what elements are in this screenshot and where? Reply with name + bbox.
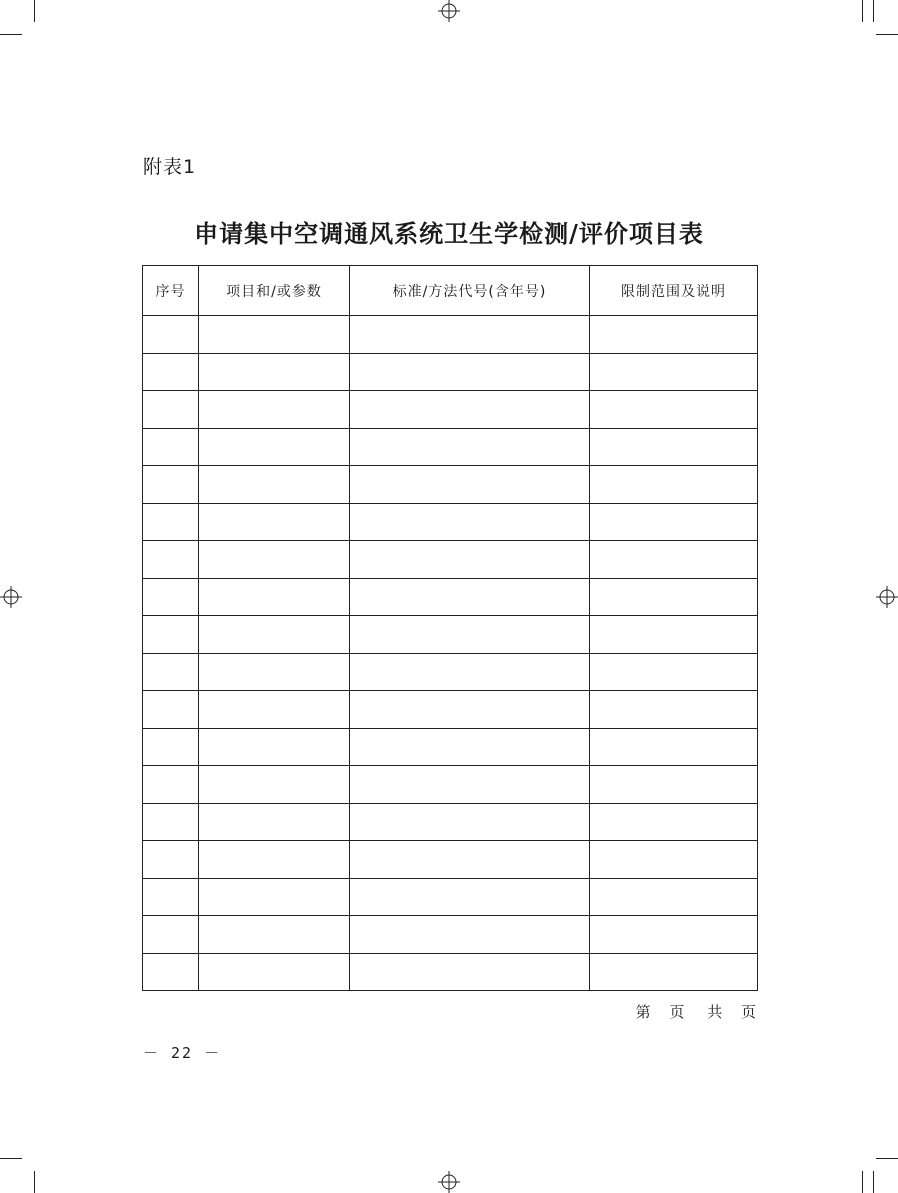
crop-mark-bottom-right-h bbox=[876, 1158, 898, 1159]
table-row bbox=[143, 766, 758, 804]
table-cell[interactable] bbox=[350, 616, 590, 654]
table-cell[interactable] bbox=[143, 353, 199, 391]
table-cell[interactable] bbox=[143, 616, 199, 654]
table-cell[interactable] bbox=[143, 766, 199, 804]
table-cell[interactable] bbox=[350, 653, 590, 691]
crop-mark-top-left-v bbox=[34, 0, 35, 22]
table-cell[interactable] bbox=[199, 916, 350, 954]
table-row bbox=[143, 953, 758, 991]
page-number: － 22 － bbox=[143, 1044, 222, 1062]
table-row bbox=[143, 316, 758, 354]
table-cell[interactable] bbox=[199, 503, 350, 541]
table-cell[interactable] bbox=[350, 503, 590, 541]
crop-mark-bottom-left-v bbox=[34, 1171, 35, 1193]
table-cell[interactable] bbox=[143, 578, 199, 616]
table-cell[interactable] bbox=[143, 316, 199, 354]
page-unit: 页 bbox=[669, 1003, 685, 1021]
table-cell[interactable] bbox=[350, 878, 590, 916]
table-cell[interactable] bbox=[590, 878, 758, 916]
page-count bbox=[636, 1001, 756, 1022]
header-item-parameter: 项目和/或参数 bbox=[199, 266, 350, 316]
crop-mark-top-right-v bbox=[862, 0, 863, 22]
table-cell[interactable] bbox=[199, 578, 350, 616]
registration-mark-right-icon bbox=[876, 586, 898, 608]
table-row bbox=[143, 653, 758, 691]
table-cell[interactable] bbox=[199, 803, 350, 841]
header-serial-number: 序号 bbox=[143, 266, 199, 316]
table-cell[interactable] bbox=[350, 728, 590, 766]
table-row bbox=[143, 353, 758, 391]
table-cell[interactable] bbox=[590, 391, 758, 429]
table-cell[interactable] bbox=[199, 953, 350, 991]
table-cell[interactable] bbox=[350, 391, 590, 429]
table-cell[interactable] bbox=[199, 353, 350, 391]
table-cell[interactable] bbox=[199, 691, 350, 729]
table-cell[interactable] bbox=[199, 316, 350, 354]
table-cell[interactable] bbox=[143, 841, 199, 879]
table-header-row bbox=[143, 266, 758, 316]
header-standard-method-code: 标准/方法代号(含年号) bbox=[350, 266, 590, 316]
table-row bbox=[143, 503, 758, 541]
table-cell[interactable] bbox=[199, 728, 350, 766]
table-cell[interactable] bbox=[590, 541, 758, 579]
table-row bbox=[143, 391, 758, 429]
header-limit-range-notes: 限制范围及说明 bbox=[590, 266, 758, 316]
table-cell[interactable] bbox=[590, 766, 758, 804]
appendix-label: 附表1 bbox=[143, 156, 197, 178]
page-label: 第 bbox=[635, 1003, 651, 1021]
table-cell[interactable] bbox=[590, 653, 758, 691]
table-cell[interactable] bbox=[199, 466, 350, 504]
table-cell[interactable] bbox=[143, 691, 199, 729]
table-cell[interactable] bbox=[350, 841, 590, 879]
table-row bbox=[143, 541, 758, 579]
table-cell[interactable] bbox=[590, 841, 758, 879]
table-cell[interactable] bbox=[143, 391, 199, 429]
table-row bbox=[143, 691, 758, 729]
table-cell[interactable] bbox=[350, 353, 590, 391]
table-cell[interactable] bbox=[199, 653, 350, 691]
table-cell[interactable] bbox=[143, 803, 199, 841]
table-row bbox=[143, 616, 758, 654]
table-cell[interactable] bbox=[350, 691, 590, 729]
table-cell[interactable] bbox=[590, 316, 758, 354]
registration-mark-top-icon bbox=[438, 0, 460, 22]
table-cell[interactable] bbox=[143, 541, 199, 579]
table-cell[interactable] bbox=[590, 428, 758, 466]
table-cell[interactable] bbox=[590, 916, 758, 954]
table-cell[interactable] bbox=[590, 691, 758, 729]
table-row bbox=[143, 578, 758, 616]
table-cell[interactable] bbox=[590, 578, 758, 616]
table-row bbox=[143, 878, 758, 916]
table-row bbox=[143, 803, 758, 841]
table-cell[interactable] bbox=[590, 353, 758, 391]
table-row bbox=[143, 466, 758, 504]
table-cell[interactable] bbox=[590, 953, 758, 991]
table-cell[interactable] bbox=[199, 841, 350, 879]
table-cell[interactable] bbox=[350, 578, 590, 616]
table-cell[interactable] bbox=[143, 503, 199, 541]
table-cell[interactable] bbox=[350, 428, 590, 466]
table-cell[interactable] bbox=[199, 766, 350, 804]
document-title: 申请集中空调通风系统卫生学检测/评价项目表 bbox=[194, 219, 704, 248]
table-cell[interactable] bbox=[350, 953, 590, 991]
table-cell[interactable] bbox=[590, 803, 758, 841]
table-cell[interactable] bbox=[590, 616, 758, 654]
crop-mark-bottom-right-v bbox=[862, 1171, 863, 1193]
table-cell[interactable] bbox=[350, 916, 590, 954]
crop-mark-top-right-v2 bbox=[873, 0, 874, 22]
table-cell[interactable] bbox=[143, 953, 199, 991]
table-cell[interactable] bbox=[590, 466, 758, 504]
table-cell[interactable] bbox=[199, 428, 350, 466]
registration-mark-bottom-icon bbox=[438, 1171, 460, 1193]
total-label: 共 bbox=[707, 1003, 723, 1021]
crop-mark-top-right-h bbox=[876, 34, 898, 35]
table-cell[interactable] bbox=[350, 466, 590, 504]
table-row bbox=[143, 428, 758, 466]
total-unit: 页 bbox=[740, 1003, 756, 1021]
table-row bbox=[143, 916, 758, 954]
registration-mark-left-icon bbox=[0, 586, 22, 608]
table-cell[interactable] bbox=[350, 316, 590, 354]
table-row bbox=[143, 841, 758, 879]
crop-mark-bottom-right-v2 bbox=[873, 1171, 874, 1193]
table-row bbox=[143, 728, 758, 766]
crop-mark-top-left-h bbox=[0, 34, 22, 35]
table-cell[interactable] bbox=[350, 541, 590, 579]
table-cell[interactable] bbox=[143, 916, 199, 954]
table-cell[interactable] bbox=[143, 728, 199, 766]
table-cell[interactable] bbox=[590, 728, 758, 766]
table-cell[interactable] bbox=[199, 616, 350, 654]
table-cell[interactable] bbox=[350, 803, 590, 841]
table-body bbox=[143, 316, 758, 991]
table-cell[interactable] bbox=[143, 653, 199, 691]
table-cell[interactable] bbox=[590, 503, 758, 541]
table-cell[interactable] bbox=[350, 766, 590, 804]
table-cell[interactable] bbox=[199, 541, 350, 579]
table-cell[interactable] bbox=[199, 391, 350, 429]
table-cell[interactable] bbox=[143, 878, 199, 916]
table-cell[interactable] bbox=[143, 466, 199, 504]
crop-mark-bottom-left-h bbox=[0, 1158, 22, 1159]
items-table bbox=[142, 265, 758, 991]
table-cell[interactable] bbox=[143, 428, 199, 466]
table-cell[interactable] bbox=[199, 878, 350, 916]
